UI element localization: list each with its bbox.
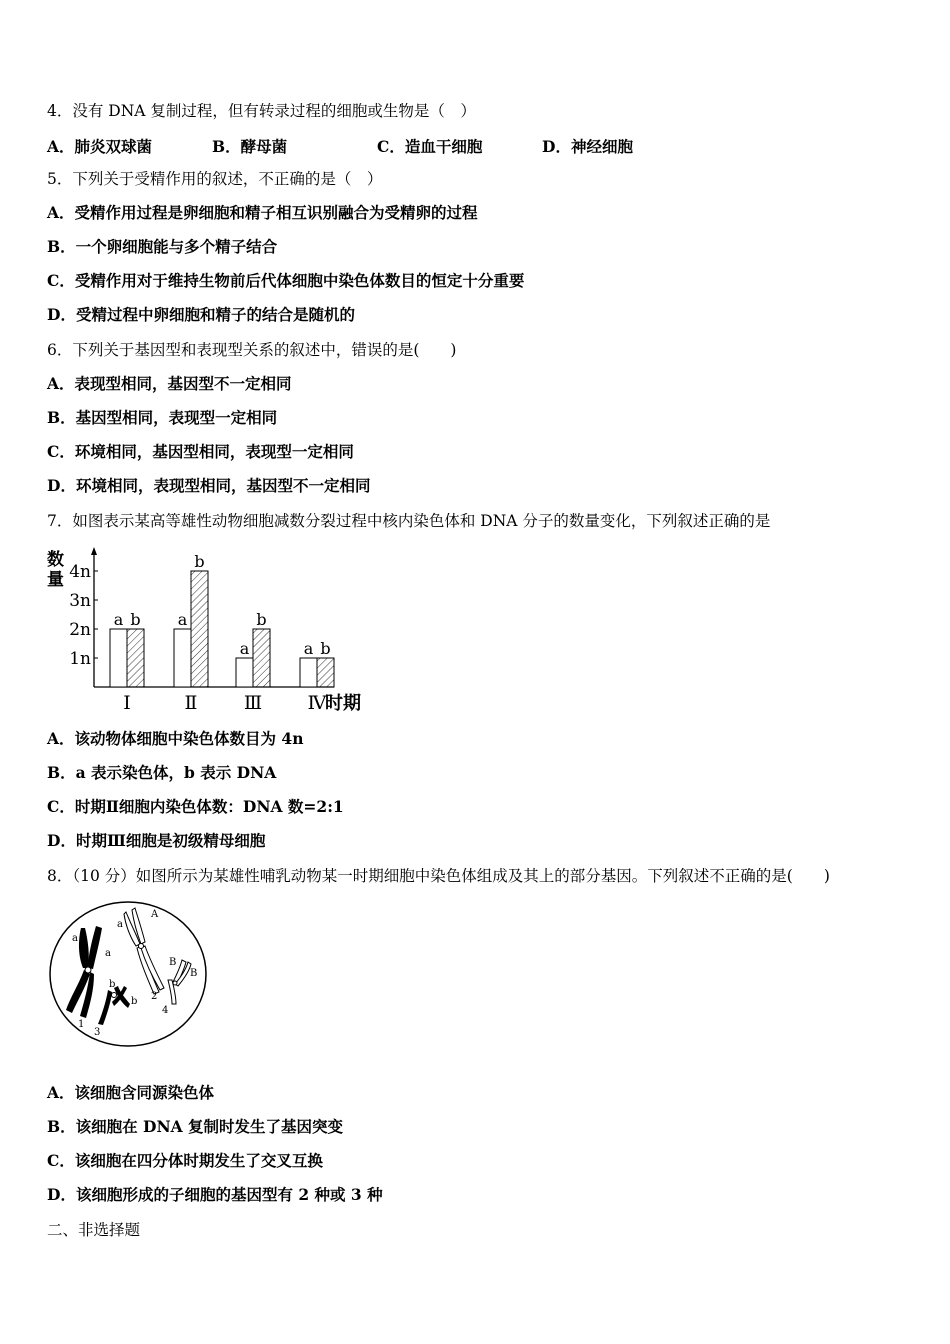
bar-series-label: a (177, 610, 188, 629)
gene-label: a (117, 919, 123, 930)
chromosome-3 (98, 986, 130, 1025)
q5-option-c: C．受精作用对于维持生物前后代体细胞中染色体数目的恒定十分重要 (47, 271, 525, 290)
y-axis-label: 数量 (47, 550, 64, 590)
q6-option-d: D．环境相同，表现型相同，基因型不一定相同 (47, 476, 371, 495)
bar-a (174, 629, 191, 687)
bar-a (110, 629, 127, 687)
bar-series-label: a (113, 610, 124, 629)
bar-b (317, 658, 334, 687)
q8-option-a: A．该细胞含同源染色体 (47, 1083, 215, 1102)
gene-label: B (190, 968, 198, 979)
q8-option-d: D．该细胞形成的子细胞的基因型有 2 种或 3 种 (47, 1185, 383, 1204)
bar-b (253, 629, 270, 687)
section-2-title: 二、非选择题 (47, 1221, 141, 1239)
bar-series-label: a (239, 639, 250, 658)
q5-option-a: A．受精作用过程是卵细胞和精子相互识别融合为受精卵的过程 (47, 203, 478, 222)
chromosome-number: 3 (94, 1027, 101, 1038)
gene-label: a (72, 933, 78, 944)
x-axis-label: 时期 (325, 693, 361, 714)
q8-stem: 8．（10 分）如图所示为某雄性哺乳动物某一时期细胞中染色体组成及其上的部分基因。下列叙述不正确的是( ) (47, 867, 830, 885)
q4-stem: 4．没有 DNA 复制过程，但有转录过程的细胞或生物是（ ） (47, 102, 476, 120)
gene-label: B (169, 957, 177, 968)
bar-b (127, 629, 144, 687)
bar-a (300, 658, 317, 687)
x-tick-label: Ⅰ (123, 692, 131, 714)
q7-option-a: A．该动物体细胞中染色体数目为 4n (47, 729, 304, 748)
q7-bar-chart (44, 545, 374, 715)
gene-label: b (131, 996, 138, 1007)
q4-option-c: C．造血干细胞 (377, 137, 483, 156)
bar-series-label: b (256, 610, 267, 629)
q6-option-a: A．表现型相同，基因型不一定相同 (47, 374, 292, 393)
x-tick-label: Ⅲ (243, 692, 263, 714)
chromosome-number: 4 (162, 1005, 169, 1016)
y-axis-arrow (91, 547, 97, 555)
q8-option-b: B．该细胞在 DNA 复制时发生了基因突变 (47, 1117, 344, 1136)
q6-option-c: C．环境相同，基因型相同，表现型一定相同 (47, 442, 354, 461)
chromosome-2 (124, 908, 164, 994)
bar-series-label: b (194, 552, 205, 571)
y-tick-label: 2n (69, 620, 91, 640)
q5-option-d: D．受精过程中卵细胞和精子的结合是随机的 (47, 305, 355, 324)
q8-cell-diagram (48, 898, 208, 1050)
q8-option-c: C．该细胞在四分体时期发生了交叉互换 (47, 1151, 323, 1170)
q7-stem: 7．如图表示某高等雄性动物细胞减数分裂过程中核内染色体和 DNA 分子的数量变化，下列叙述正确的是 (47, 512, 771, 530)
q7-option-b: B．a 表示染色体，b 表示 DNA (47, 763, 277, 782)
y-tick-label: 3n (69, 591, 91, 611)
q5-stem: 5．下列关于受精作用的叙述，不正确的是（ ） (47, 170, 383, 188)
gene-label: b (109, 979, 116, 990)
q6-option-b: B．基因型相同，表现型一定相同 (47, 408, 278, 427)
x-tick-label: Ⅳ (307, 692, 327, 714)
q5-option-b: B．一个卵细胞能与多个精子结合 (47, 237, 278, 256)
q4-options (47, 135, 847, 155)
bar-b (191, 571, 208, 687)
y-tick-label: 1n (69, 649, 91, 669)
q7-option-c: C．时期Ⅱ细胞内染色体数：DNA 数=2:1 (47, 797, 344, 816)
gene-label: A (151, 909, 159, 920)
x-tick-label: Ⅱ (184, 692, 198, 714)
y-tick-label: 4n (69, 562, 91, 582)
q4-option-b: B．酵母菌 (212, 137, 288, 156)
bar-a (236, 658, 253, 687)
bar-series-label: a (303, 639, 314, 658)
bar-series-label: b (130, 610, 141, 629)
q7-option-d: D．时期Ⅲ细胞是初级精母细胞 (47, 831, 266, 850)
chromosome-number: 1 (78, 1019, 85, 1030)
gene-label: a (105, 948, 111, 959)
q4-option-a: A．肺炎双球菌 (47, 137, 153, 156)
q6-stem: 6．下列关于基因型和表现型关系的叙述中，错误的是( ) (47, 341, 457, 359)
chromosome-number: 2 (151, 991, 158, 1002)
q4-option-d: D．神经细胞 (542, 137, 633, 156)
bar-series-label: b (320, 639, 331, 658)
